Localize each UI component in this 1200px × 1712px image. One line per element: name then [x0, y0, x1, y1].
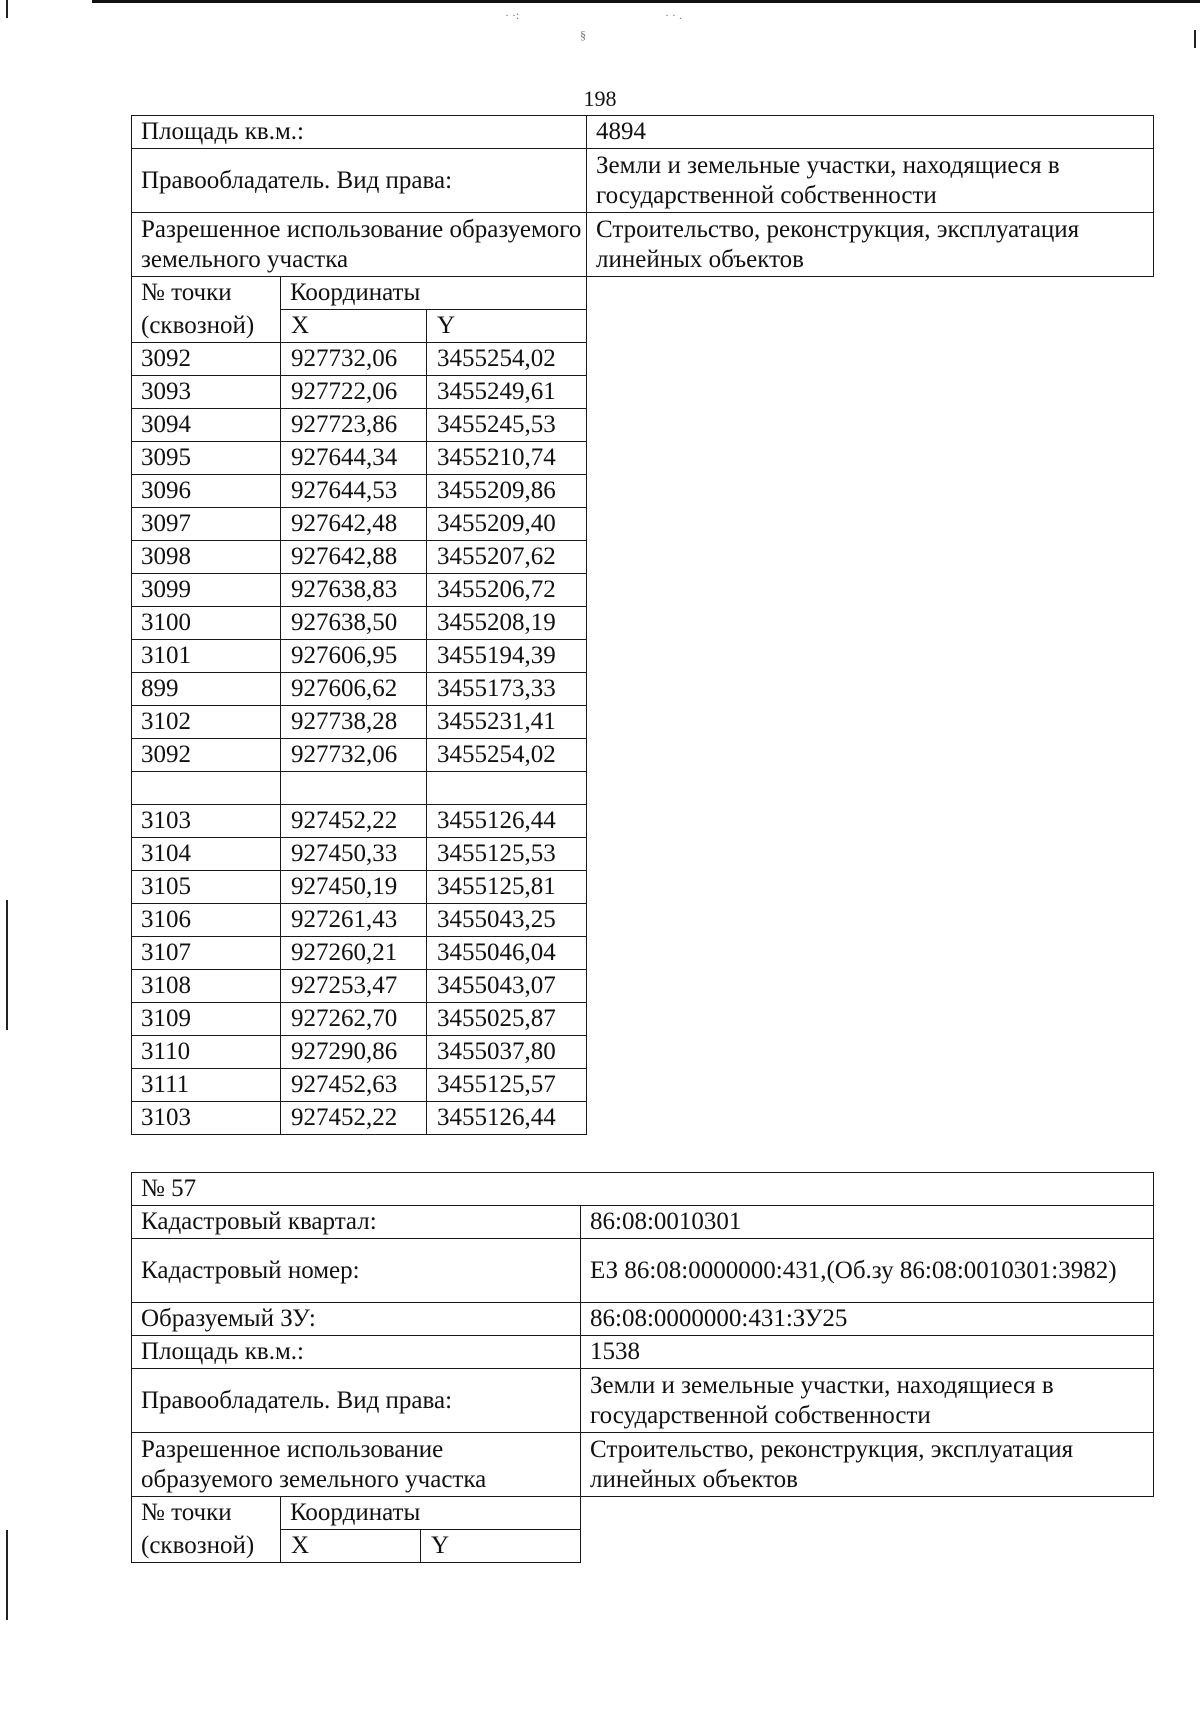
- through-header: (сквозной): [132, 310, 281, 343]
- coordinates-header: Координаты: [281, 277, 587, 310]
- coord-header-row: [132, 1497, 1154, 1530]
- point-row: [132, 673, 1154, 706]
- cadastral-quarter-label: Кадастровый квартал:: [132, 1206, 581, 1239]
- point-number: 3098: [132, 541, 281, 574]
- point-number: 3103: [132, 1102, 281, 1135]
- point-row: [132, 442, 1154, 475]
- scan-edge-mark: [6, 1530, 8, 1620]
- point-row: [132, 871, 1154, 904]
- point-row: [132, 838, 1154, 871]
- scan-edge-mark: [1194, 30, 1196, 48]
- point-x: 927261,43: [281, 904, 427, 937]
- point-y: 3455206,72: [427, 574, 587, 607]
- rightholder-row: [132, 149, 1154, 213]
- rightholder-label: Правообладатель. Вид права:: [132, 149, 587, 213]
- top-border-line: [92, 0, 1200, 3]
- point-number: 3092: [132, 343, 281, 376]
- point-x: 927606,95: [281, 640, 427, 673]
- point-number: 3099: [132, 574, 281, 607]
- plot-number: № 57: [132, 1173, 1154, 1206]
- point-y: 3455126,44: [427, 805, 587, 838]
- point-row: [132, 805, 1154, 838]
- coord-header-row: [132, 277, 1154, 310]
- cadastral-number-row: [132, 1239, 1154, 1303]
- point-row: [132, 409, 1154, 442]
- permitted-use-value: Строительство, реконструкция, эксплуатация линейных объектов: [587, 213, 1154, 277]
- point-row: [132, 706, 1154, 739]
- point-x: 927452,22: [281, 1102, 427, 1135]
- plot-number-row: [132, 1173, 1154, 1206]
- point-row: [132, 541, 1154, 574]
- point-y: 3455231,41: [427, 706, 587, 739]
- point-y: 3455194,39: [427, 640, 587, 673]
- coordinates-header: Координаты: [281, 1497, 581, 1530]
- point-row: [132, 607, 1154, 640]
- point-x: 927644,34: [281, 442, 427, 475]
- area-value: 1538: [581, 1336, 1154, 1369]
- point-number: 3092: [132, 739, 281, 772]
- point-y: 3455245,53: [427, 409, 587, 442]
- point-row: [132, 475, 1154, 508]
- point-number: 3110: [132, 1036, 281, 1069]
- point-x: 927262,70: [281, 1003, 427, 1036]
- point-x: 927732,06: [281, 739, 427, 772]
- point-number: 3102: [132, 706, 281, 739]
- area-label: Площадь кв.м.:: [132, 116, 587, 149]
- point-y: 3455046,04: [427, 937, 587, 970]
- point-x: 927452,22: [281, 805, 427, 838]
- point-y: 3455043,25: [427, 904, 587, 937]
- point-number: 3111: [132, 1069, 281, 1102]
- cadastral-number-value: ЕЗ 86:08:0000000:431,(Об.зу 86:08:0010301:3982): [581, 1239, 1154, 1303]
- point-y: 3455254,02: [427, 343, 587, 376]
- permitted-use-row: [132, 1433, 1154, 1497]
- point-number: 3107: [132, 937, 281, 970]
- point-x: 927638,83: [281, 574, 427, 607]
- cadastral-number-label: Кадастровый номер:: [132, 1239, 581, 1303]
- point-row: [132, 376, 1154, 409]
- point-y: 3455125,57: [427, 1069, 587, 1102]
- point-x: 927738,28: [281, 706, 427, 739]
- point-x: 927253,47: [281, 970, 427, 1003]
- x-header: X: [281, 1530, 421, 1563]
- point-number: 3103: [132, 805, 281, 838]
- point-row: [132, 508, 1154, 541]
- point-y: 3455173,33: [427, 673, 587, 706]
- point-row: [132, 937, 1154, 970]
- area-row: [132, 116, 1154, 149]
- point-y: 3455125,81: [427, 871, 587, 904]
- point-y: 3455209,86: [427, 475, 587, 508]
- permitted-use-row: [132, 213, 1154, 277]
- scan-noise: §: [580, 28, 586, 42]
- x-header: X: [281, 310, 427, 343]
- point-y: 3455249,61: [427, 376, 587, 409]
- point-x: [281, 772, 427, 805]
- rightholder-value: Земли и земельные участки, находящиеся в государственной собственности: [581, 1369, 1154, 1433]
- scan-noise: · ·:: [505, 8, 520, 22]
- point-x: 927642,48: [281, 508, 427, 541]
- permitted-use-label: Разрешенное использование образуемого земельного участка: [132, 1433, 581, 1497]
- point-x: 927450,19: [281, 871, 427, 904]
- y-header: Y: [421, 1530, 581, 1563]
- point-x: 927450,33: [281, 838, 427, 871]
- land-plot-table-57: [131, 1172, 1154, 1563]
- point-row: [132, 1003, 1154, 1036]
- area-value: 4894: [587, 116, 1154, 149]
- point-x: 927722,06: [281, 376, 427, 409]
- point-number: 3097: [132, 508, 281, 541]
- point-x: 927638,50: [281, 607, 427, 640]
- permitted-use-label: Разрешенное использование образуемого земельного участка: [132, 213, 587, 277]
- point-number: 3109: [132, 1003, 281, 1036]
- point-x: 927260,21: [281, 937, 427, 970]
- point-y: 3455208,19: [427, 607, 587, 640]
- rightholder-row: [132, 1369, 1154, 1433]
- point-number: 3104: [132, 838, 281, 871]
- scan-edge-mark: [6, 900, 8, 1030]
- point-x: 927290,86: [281, 1036, 427, 1069]
- point-row: [132, 1069, 1154, 1102]
- point-number: 3093: [132, 376, 281, 409]
- point-y: 3455125,53: [427, 838, 587, 871]
- point-row: [132, 772, 1154, 805]
- scan-edge-mark: [6, 0, 8, 18]
- point-x: 927606,62: [281, 673, 427, 706]
- point-y: 3455025,87: [427, 1003, 587, 1036]
- point-number: 3101: [132, 640, 281, 673]
- point-x: 927642,88: [281, 541, 427, 574]
- point-y: 3455043,07: [427, 970, 587, 1003]
- point-x: 927732,06: [281, 343, 427, 376]
- point-number: 3106: [132, 904, 281, 937]
- point-x: 927644,53: [281, 475, 427, 508]
- point-number: 899: [132, 673, 281, 706]
- point-y: 3455209,40: [427, 508, 587, 541]
- point-row: [132, 1036, 1154, 1069]
- point-x: 927723,86: [281, 409, 427, 442]
- cadastral-quarter-value: 86:08:0010301: [581, 1206, 1154, 1239]
- formed-plot-value: 86:08:0000000:431:ЗУ25: [581, 1303, 1154, 1336]
- land-plot-table-1: [131, 115, 1154, 1135]
- scan-noise: · · .: [665, 8, 682, 22]
- point-row: [132, 739, 1154, 772]
- point-row: [132, 343, 1154, 376]
- point-row: [132, 574, 1154, 607]
- point-number: 3108: [132, 970, 281, 1003]
- point-number: 3105: [132, 871, 281, 904]
- point-y: 3455037,80: [427, 1036, 587, 1069]
- point-no-header: № точки: [132, 1497, 281, 1530]
- point-row: [132, 1102, 1154, 1135]
- formed-plot-label: Образуемый ЗУ:: [132, 1303, 581, 1336]
- point-x: 927452,63: [281, 1069, 427, 1102]
- through-header: (сквозной): [132, 1530, 281, 1563]
- y-header: Y: [427, 310, 587, 343]
- point-number: 3094: [132, 409, 281, 442]
- point-number: 3096: [132, 475, 281, 508]
- point-no-header: № точки: [132, 277, 281, 310]
- cadastral-quarter-row: [132, 1206, 1154, 1239]
- point-number: 3100: [132, 607, 281, 640]
- point-row: [132, 970, 1154, 1003]
- point-y: 3455207,62: [427, 541, 587, 574]
- area-row: [132, 1336, 1154, 1369]
- point-y: 3455210,74: [427, 442, 587, 475]
- point-y: [427, 772, 587, 805]
- point-number: [132, 772, 281, 805]
- point-y: 3455254,02: [427, 739, 587, 772]
- point-number: 3095: [132, 442, 281, 475]
- point-row: [132, 904, 1154, 937]
- page-number: 198: [583, 86, 617, 111]
- point-y: 3455126,44: [427, 1102, 587, 1135]
- point-row: [132, 640, 1154, 673]
- formed-plot-row: [132, 1303, 1154, 1336]
- area-label: Площадь кв.м.:: [132, 1336, 581, 1369]
- permitted-use-value: Строительство, реконструкция, эксплуатация линейных объектов: [581, 1433, 1154, 1497]
- rightholder-value: Земли и земельные участки, находящиеся в государственной собственности: [587, 149, 1154, 213]
- rightholder-label: Правообладатель. Вид права:: [132, 1369, 581, 1433]
